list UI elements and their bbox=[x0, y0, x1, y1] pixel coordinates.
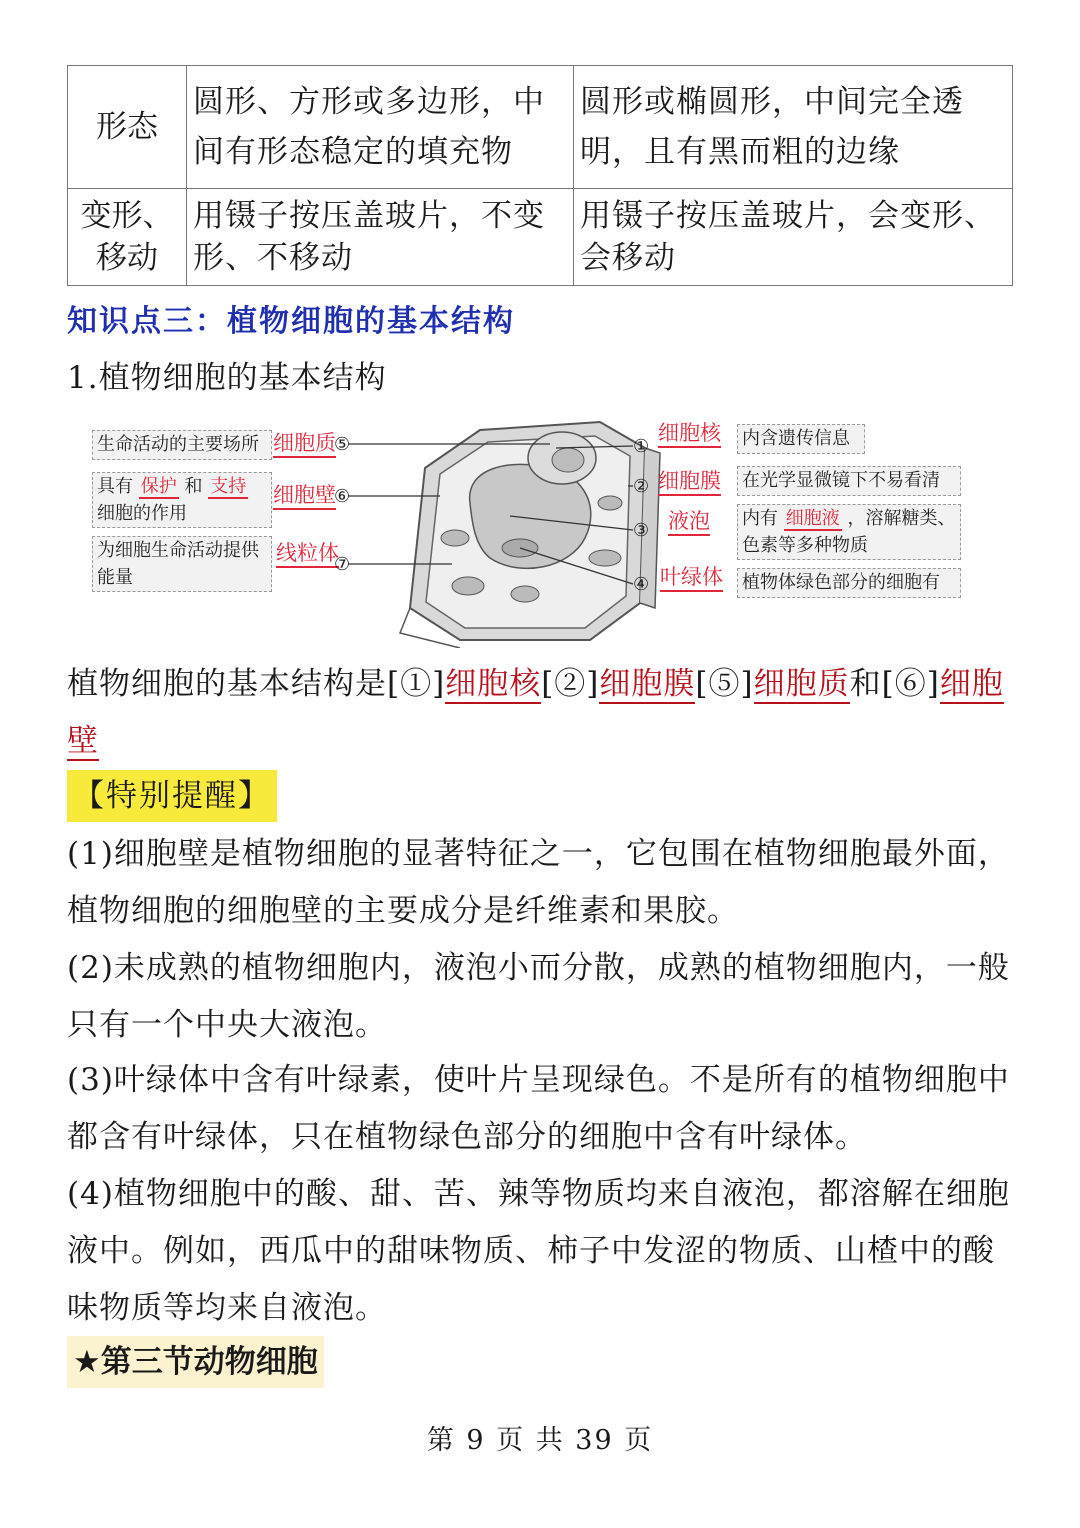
fill-answer: 保护 bbox=[140, 476, 177, 497]
label-chloroplast: 叶绿体 bbox=[660, 564, 723, 592]
box-text: 为细胞生命活动提供能量 bbox=[97, 540, 259, 588]
table-cell: 圆形或椭圆形，中间完全透明，且有黑而粗的边缘 bbox=[574, 66, 1013, 189]
table-cell: 圆形、方形或多边形，中间有形态稳定的填充物 bbox=[187, 66, 574, 189]
marker-2: ② bbox=[633, 476, 650, 497]
label-cytoplasm: 细胞质 bbox=[273, 430, 336, 458]
answer-cytoplasm: 细胞质 bbox=[753, 666, 850, 702]
label-cell-wall: 细胞壁 bbox=[273, 482, 336, 510]
note-1: (1)细胞壁是植物细胞的显著特征之一，它包围在植物细胞最外面，植物细胞的细胞壁的主要成分是纤维素和果胶。 bbox=[67, 836, 1010, 929]
comparison-table bbox=[67, 65, 1013, 286]
row-header: 变形、移动 bbox=[68, 189, 187, 286]
box-text: 细胞的作用 bbox=[97, 503, 187, 524]
marker: [②] bbox=[541, 666, 600, 702]
answer-membrane: 细胞膜 bbox=[599, 666, 696, 702]
knowledge-point-title: 知识点三：植物细胞的基本结构 bbox=[67, 304, 515, 339]
marker-6: ⑥ bbox=[334, 486, 351, 507]
function-box-chloroplast bbox=[737, 568, 961, 598]
box-text: 植物体绿色部分的细胞有 bbox=[742, 572, 940, 593]
answer-nucleus: 细胞核 bbox=[445, 666, 542, 702]
marker: [⑥] bbox=[881, 666, 940, 702]
function-box-membrane bbox=[737, 466, 961, 496]
label-mitochondria: 线粒体 bbox=[276, 540, 339, 568]
row-header: 形态 bbox=[68, 66, 187, 189]
box-text: 内含遗传信息 bbox=[742, 428, 850, 449]
box-text: 内有 bbox=[742, 508, 778, 529]
label-nucleus: 细胞核 bbox=[658, 420, 721, 448]
note-2: (2)未成熟的植物细胞内，液泡小而分散，成熟的植物细胞内，一般只有一个中央大液泡。 bbox=[67, 950, 1010, 1043]
box-text: 和 bbox=[184, 476, 203, 497]
marker: [⑤] bbox=[695, 666, 754, 702]
answer-cell-wall: 细胞壁 bbox=[67, 666, 1004, 759]
page-footer: 第 9 页 共 39 页 bbox=[426, 1425, 654, 1456]
sentence-text: 植物细胞的基本结构是 bbox=[67, 666, 387, 702]
marker-4: ④ bbox=[633, 574, 650, 595]
function-box-cell-wall bbox=[92, 472, 272, 528]
marker-5: ⑤ bbox=[334, 434, 351, 455]
table-cell: 用镊子按压盖玻片，不变形、不移动 bbox=[187, 189, 574, 286]
function-box-nucleus bbox=[737, 424, 865, 454]
box-text: 在光学显微镜下不易看清 bbox=[742, 470, 940, 491]
label-vacuole: 液泡 bbox=[668, 508, 710, 536]
plant-cell-diagram bbox=[80, 408, 970, 648]
section-heading: ★第三节动物细胞 bbox=[67, 1336, 324, 1388]
function-box-vacuole bbox=[737, 504, 961, 560]
label-cell-membrane: 细胞膜 bbox=[658, 468, 721, 496]
marker-7: ⑦ bbox=[334, 554, 351, 575]
marker: [①] bbox=[387, 666, 446, 702]
subsection-title: 1.植物细胞的基本结构 bbox=[67, 360, 387, 396]
function-box-cytoplasm bbox=[92, 430, 272, 460]
sentence-text: 和 bbox=[849, 666, 882, 702]
table-cell: 用镊子按压盖玻片，会变形、会移动 bbox=[574, 189, 1013, 286]
note-3: (3)叶绿体中含有叶绿素，使叶片呈现绿色。不是所有的植物细胞中都含有叶绿体，只在植物绿色部分的细胞中含有叶绿体。 bbox=[67, 1062, 1010, 1155]
fill-answer: 支持 bbox=[210, 476, 247, 497]
table-row bbox=[68, 66, 1013, 189]
box-text: 具有 bbox=[97, 476, 133, 497]
function-box-mitochondria bbox=[92, 536, 272, 592]
note-4: (4)植物细胞中的酸、甜、苦、辣等物质均来自液泡，都溶解在细胞液中。例如，西瓜中的甜味物质、柿子中发涩的物质、山楂中的酸味物质等均来自液泡。 bbox=[67, 1176, 1010, 1326]
box-text: 生命活动的主要场所 bbox=[97, 434, 259, 455]
special-reminder-badge: 【特别提醒】 bbox=[67, 770, 277, 822]
marker-3: ③ bbox=[633, 520, 650, 541]
box-text: ，溶解糖类、色素等多种物质 bbox=[742, 508, 956, 556]
marker-1: ① bbox=[633, 436, 650, 457]
fill-answer: 细胞液 bbox=[785, 508, 840, 529]
basic-structure-sentence bbox=[67, 656, 1017, 770]
table-row bbox=[68, 189, 1013, 286]
